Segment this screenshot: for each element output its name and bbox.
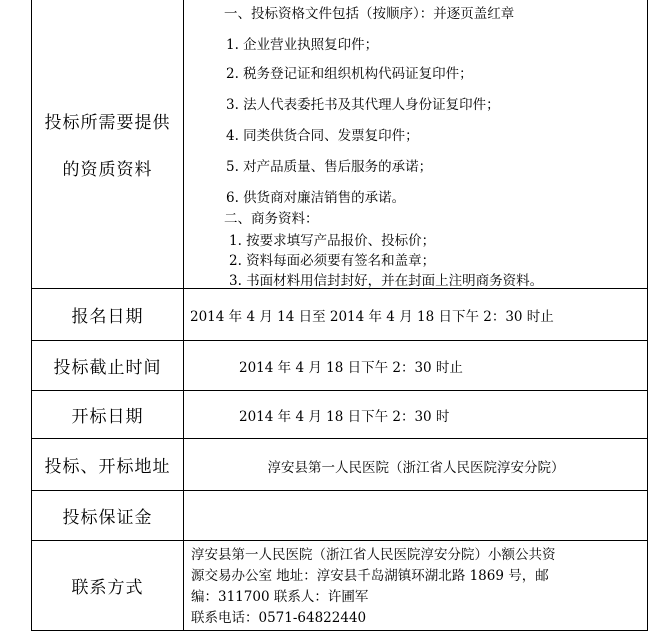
opening-label: 开标日期 [71,407,144,427]
qual-line-4: 4. 同类供货合同、发票复印件； [226,128,419,144]
column-divider [183,0,184,630]
location-value: 淳安县第一人民医院（浙江省人民医院淳安分院） [267,460,565,476]
contact-line-2: 编：311700 联系人：许圃军 [191,589,369,605]
qual-line-2: 2. 税务登记证和组织机构代码证复印件； [226,66,473,82]
deposit-label: 投标保证金 [62,508,153,528]
registration-value: 2014 年 4 月 14 日至 2014 年 4 月 18 日下午 2：30 时止 [190,309,554,325]
deadline-value: 2014 年 4 月 18 日下午 2：30 时止 [239,360,463,376]
qual-line-3: 3. 法人代表委托书及其代理人身份证复印件； [226,97,500,113]
qual-line-0: 一、投标资格文件包括（按顺序）：并逐页盖红章 [224,6,515,22]
qual-line-1: 1. 企业营业执照复印件； [226,37,379,53]
qual-line-5: 5. 对产品质量、售后服务的承诺； [226,159,433,175]
contact-line-0: 淳安县第一人民医院（浙江省人民医院淳安分院）小额公共资 [191,547,556,563]
qual-line-9: 2. 资料每面必须要有签名和盖章； [229,253,436,269]
contact-line-3: 联系电话：0571-64822440 [191,610,367,626]
tender-info-table [31,0,648,631]
registration-label: 报名日期 [71,307,144,327]
qualifications-label [32,0,183,288]
qual-line-6: 6. 供货商对廉洁销售的承诺。 [226,190,406,206]
contact-line-1: 源交易办公室 地址：淳安县千岛湖镇环湖北路 1869 号，邮 [191,568,549,584]
opening-value: 2014 年 4 月 18 日下午 2：30 时 [239,409,450,425]
qualifications-label-line1: 投标所需要提供 [44,113,171,133]
qual-line-7: 二、商务资料： [224,211,319,227]
deadline-label: 投标截止时间 [53,358,162,378]
contact-label: 联系方式 [71,578,144,598]
qualifications-label-line2: 的资质资料 [62,160,153,180]
qual-line-8: 1. 按要求填写产品报价、投标价； [229,233,436,249]
location-label: 投标、开标地址 [44,457,171,477]
qual-line-10: 3. 书面材料用信封封好，并在封面上注明商务资料。 [229,273,544,289]
